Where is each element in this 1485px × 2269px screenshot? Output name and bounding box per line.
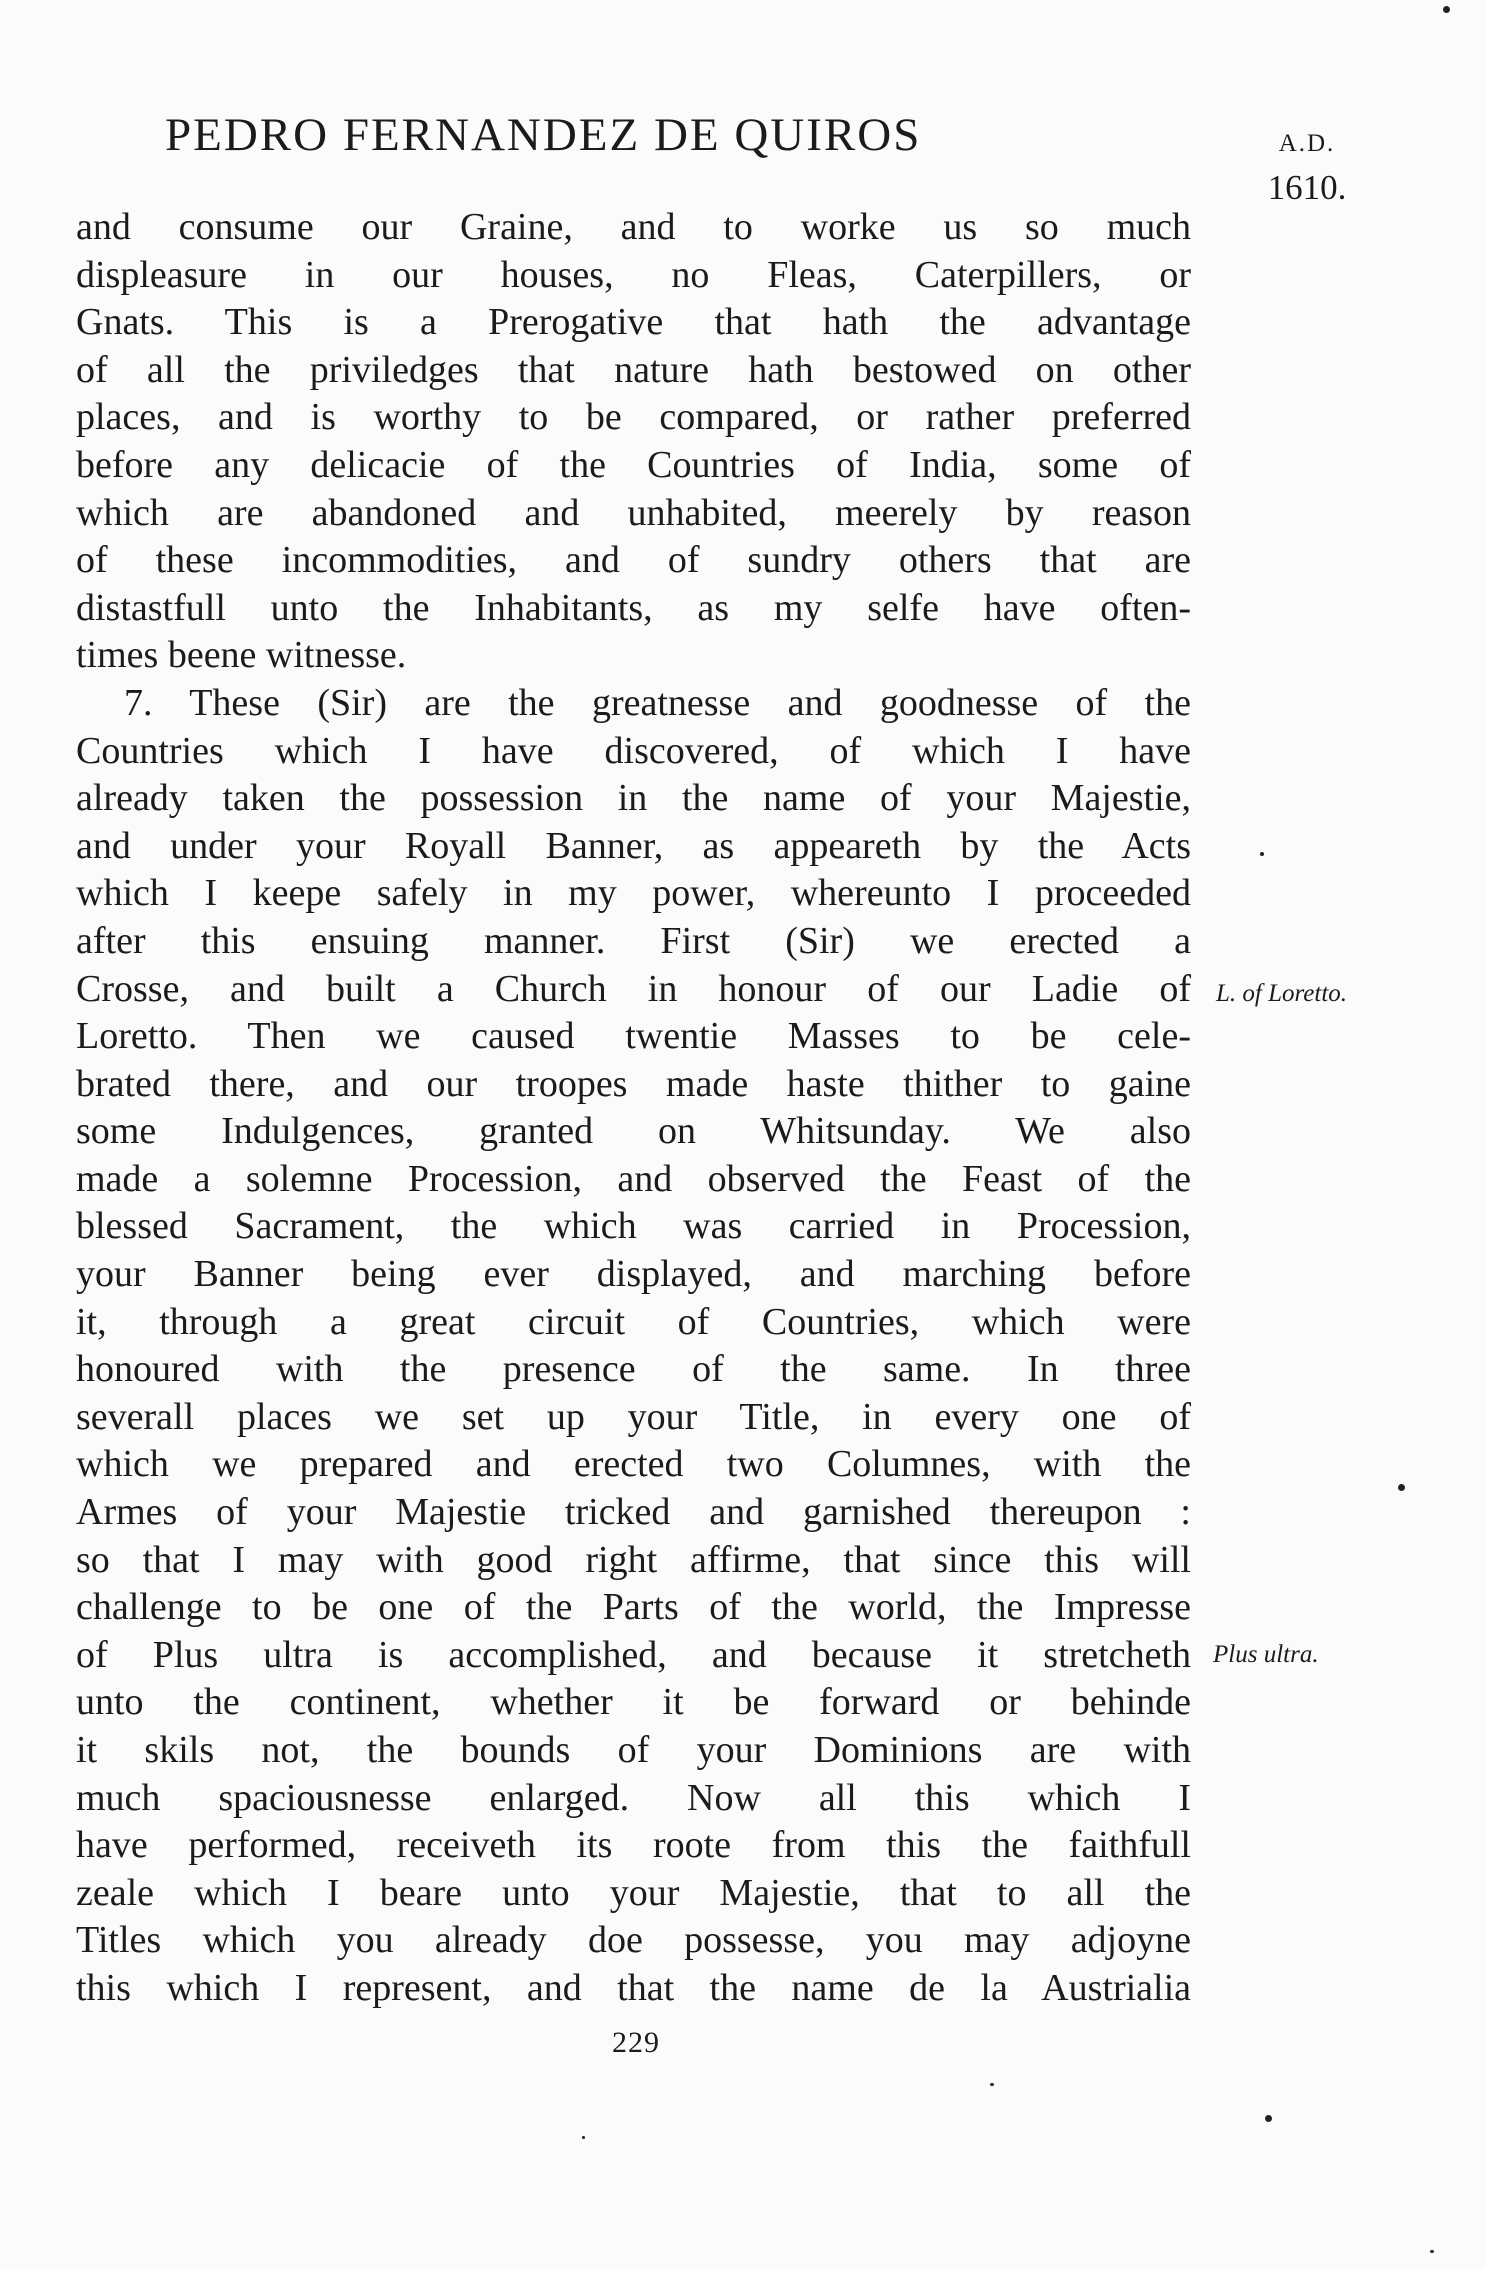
text-line: and under your Royall Banner, as appeareth by the Acts <box>76 824 1191 867</box>
scan-speck <box>582 2136 585 2139</box>
date-year: 1610. <box>1267 168 1347 207</box>
text-line: Gnats. This is a Prerogative that hath the advantage <box>76 301 1191 344</box>
text-line: much spaciousnesse enlarged. Now all this which I <box>76 1776 1191 1819</box>
text-line: after this ensuing manner. First (Sir) we erected a <box>76 919 1191 962</box>
margin-note-plus-ultra: Plus ultra. <box>1213 1641 1319 1668</box>
scan-speck <box>1265 2115 1272 2122</box>
text-line: it skils not, the bounds of your Dominions are with <box>76 1729 1191 1771</box>
text-line: and consume our Graine, and to worke us so much <box>76 206 1191 248</box>
scan-speck <box>1443 6 1450 13</box>
text-line: of Plus ultra is accomplished, and because it stretcheth <box>76 1633 1191 1676</box>
margin-note-loretto: L. of Loretto. <box>1216 980 1348 1007</box>
text-line: of all the priviledges that nature hath bestowed on other <box>76 348 1191 391</box>
text-line: displeasure in our houses, no Fleas, Caterpillers, or <box>76 253 1191 296</box>
text-line: blessed Sacrament, the which was carried in Procession, <box>76 1205 1191 1248</box>
text-line: of these incommodities, and of sundry others that are <box>76 539 1191 582</box>
text-line: unto the continent, whether it be forward or behinde <box>76 1681 1191 1724</box>
running-title: PEDRO FERNANDEZ DE QUIROS <box>165 109 922 161</box>
text-line: which we prepared and erected two Columnes, with the <box>76 1443 1191 1486</box>
text-line: so that I may with good right affirme, that since this will <box>76 1538 1191 1581</box>
text-line: Armes of your Majestie tricked and garnished thereupon : <box>76 1491 1191 1534</box>
text-line: zeale which I beare unto your Majestie, that to all the <box>76 1871 1191 1914</box>
text-line: Loretto. Then we caused twentie Masses to be cele- <box>76 1015 1191 1058</box>
text-line: it, through a great circuit of Countries, which were <box>76 1300 1191 1343</box>
text-line: places, and is worthy to be compared, or rather preferred <box>76 396 1191 439</box>
scan-speck <box>1260 852 1264 856</box>
text-line: have performed, receiveth its roote from this the faithfull <box>76 1824 1191 1867</box>
text-line: this which I represent, and that the name de la Austrialia <box>76 1966 1191 2009</box>
scan-speck <box>1398 1484 1405 1491</box>
text-line: which I keepe safely in my power, whereunto I proceeded <box>76 872 1191 915</box>
text-line: some Indulgences, granted on Whitsunday. We also <box>76 1110 1191 1153</box>
text-line: your Banner being ever displayed, and marching before <box>76 1253 1191 1296</box>
date-era: A.D. <box>1278 130 1336 157</box>
text-line: challenge to be one of the Parts of the world, the Impresse <box>76 1586 1191 1629</box>
body-text <box>76 204 1191 2013</box>
text-line: Titles which you already doe possesse, you may adjoyne <box>76 1919 1191 1962</box>
text-line: Crosse, and built a Church in honour of our Ladie of <box>76 967 1191 1010</box>
text-line: honoured with the presence of the same. In three <box>76 1348 1191 1391</box>
text-line: made a solemne Procession, and observed the Feast of the <box>76 1157 1191 1200</box>
text-line: before any delicacie of the Countries of India, some of <box>76 443 1191 486</box>
scan-speck <box>1430 2250 1434 2253</box>
text-line: distastfull unto the Inhabitants, as my selfe have often- <box>76 586 1191 629</box>
text-line: 7. These (Sir) are the greatnesse and goodnesse of the <box>124 681 1191 724</box>
text-line: Countries which I have discovered, of which I have <box>76 729 1191 772</box>
text-line: which are abandoned and unhabited, meerely by reason <box>76 491 1191 534</box>
text-line: already taken the possession in the name of your Majestie, <box>76 777 1191 820</box>
text-line: times beene witnesse. <box>76 634 407 677</box>
page-number: 229 <box>612 2026 660 2059</box>
scan-speck <box>990 2083 994 2086</box>
text-line: severall places we set up your Title, in every one of <box>76 1395 1191 1438</box>
text-line: brated there, and our troopes made haste thither to gaine <box>76 1062 1191 1105</box>
margin-date <box>1262 122 1352 210</box>
